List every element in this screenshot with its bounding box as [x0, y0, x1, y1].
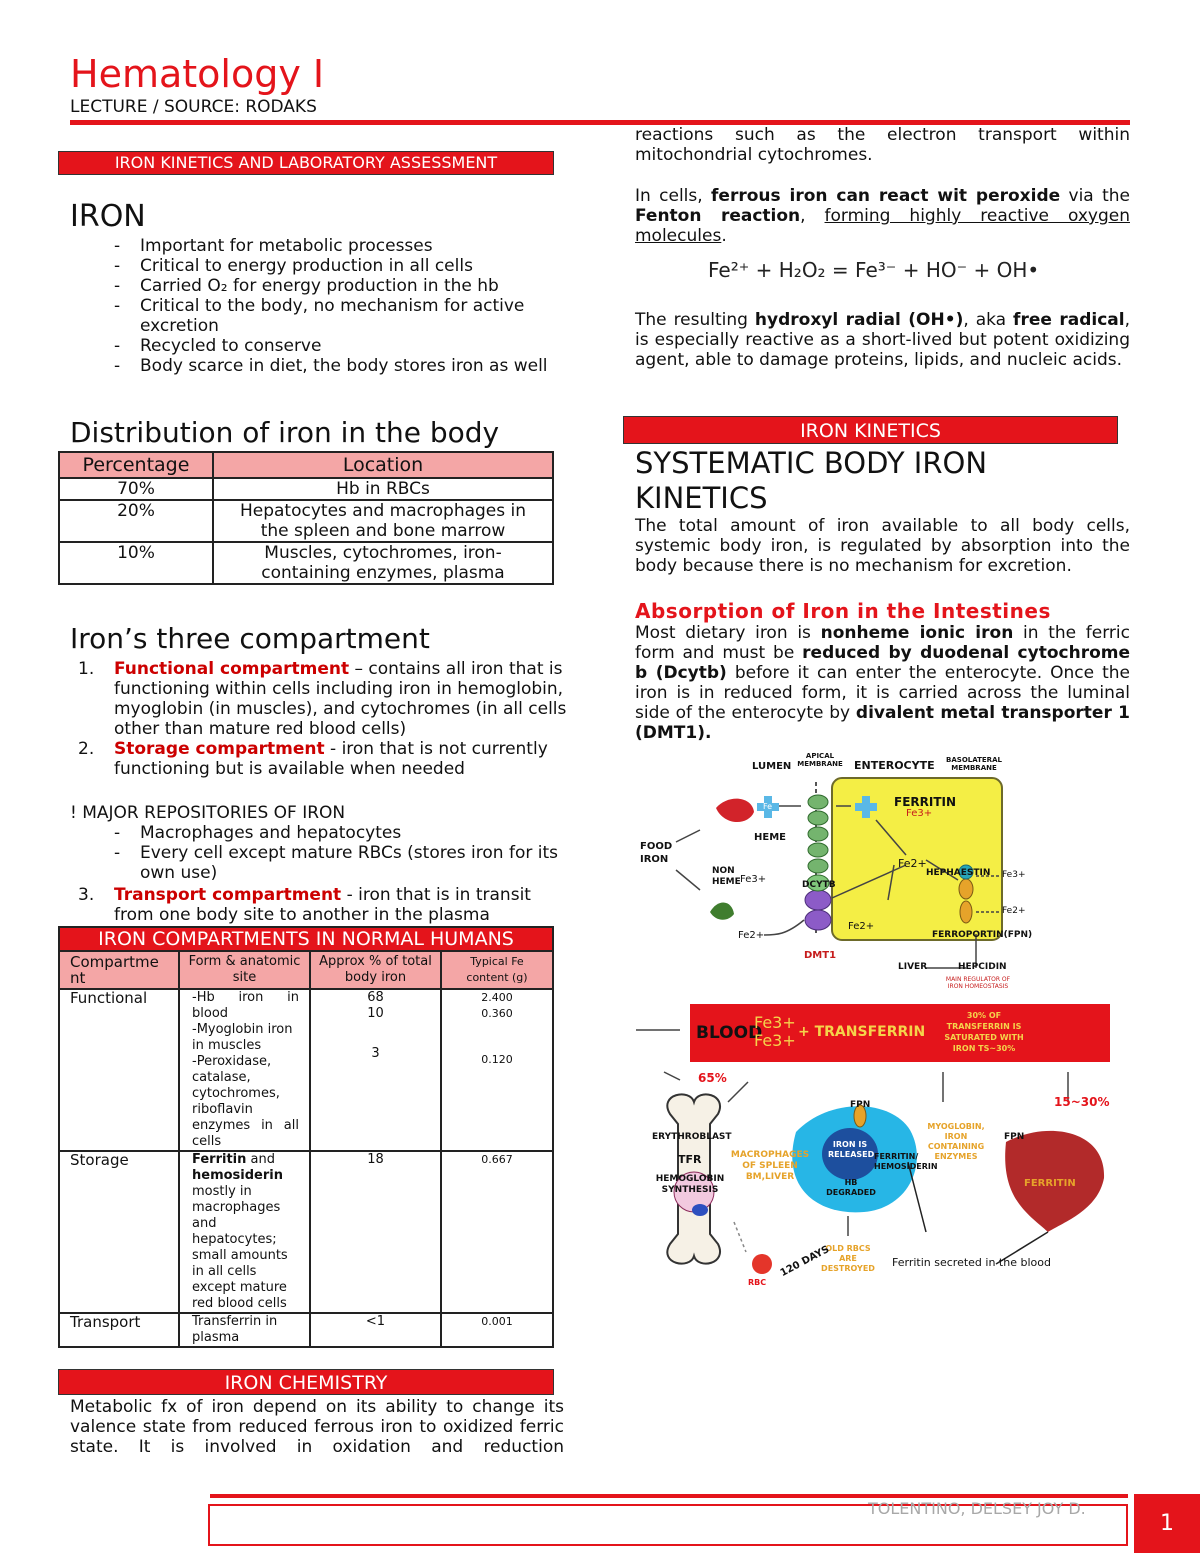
arrow — [764, 920, 804, 935]
label-apical-membrane: APICAL MEMBRANE — [797, 752, 843, 768]
absorption-paragraph — [635, 623, 1130, 743]
pct-value: 68 — [367, 990, 384, 1005]
radical-paragraph — [635, 310, 1130, 370]
systematic-paragraph: The total amount of iron available to all body cells, systemic body iron, is regulated by absorption into the body because there is no mechanism for excretion. — [635, 516, 1130, 576]
table-header: Compartme nt — [59, 951, 179, 989]
fenton-paragraph — [635, 186, 1130, 246]
section-bar-label: IRON KINETICS AND LABORATORY ASSESSMENT — [114, 153, 498, 172]
rbc-icon — [752, 1254, 772, 1274]
label-hb-degraded: HB DEGRADED — [826, 1178, 876, 1197]
compartment-label: Functional compartment — [114, 659, 350, 679]
page-number: 1 — [1160, 1511, 1174, 1536]
table-title-row — [59, 927, 553, 951]
form-bold: Ferritin — [192, 1152, 247, 1167]
table-cell: Transport — [59, 1313, 179, 1347]
bold-text: nonheme ionic iron — [820, 623, 1014, 643]
text: before it can enter the enterocyte. Once the iron is in reduced form, it is carried across the luminal side of the enterocyte by — [635, 663, 1130, 723]
label-fe2-center: Fe2+ — [898, 857, 927, 870]
label-saturated: 30% OF TRANSFERRIN IS SATURATED WITH IRON TS~30% — [944, 1011, 1024, 1053]
list-number: 2. — [78, 739, 95, 759]
iron-heading: IRON — [70, 199, 146, 234]
compartment-text: – contains all iron that is functioning within cells including iron in hemoglobin, myoglobin (in muscles), and cytochromes (in all cells other than mature red blood cells) — [114, 659, 567, 739]
label-hephaestin: HEPHAESTIN — [926, 868, 991, 878]
table-row — [59, 500, 553, 542]
nonheme-leaf-icon — [710, 902, 734, 919]
footer-rule — [210, 1494, 1128, 1498]
repositories-list — [70, 823, 570, 883]
label-ferritin-secreted: Ferritin secreted in the blood — [892, 1256, 1051, 1269]
label-nonheme-fe3: Fe3+ — [740, 874, 767, 885]
table-cell: Hepatocytes and macrophages in the spleen and bone marrow — [213, 500, 553, 542]
table-cell — [310, 989, 441, 1151]
distribution-table — [58, 451, 554, 585]
continued-line: mitochondrial cytochromes. — [635, 145, 873, 165]
table-row — [59, 1313, 553, 1347]
systematic-heading: SYSTEMATIC BODY IRON KINETICS — [635, 446, 988, 515]
table-cell: 0.001 — [441, 1313, 553, 1347]
g-value: 0.120 — [481, 1053, 513, 1066]
label-heme: HEME — [754, 832, 786, 843]
bold-text: reduced by duodenal cytochrome b (Dcytb) — [635, 643, 1131, 683]
table-cell: 0.667 — [441, 1151, 553, 1313]
text: The resulting — [635, 310, 755, 330]
heme-meat-icon — [716, 799, 754, 822]
table-header: Form & anatomic site — [179, 951, 310, 989]
distribution-heading: Distribution of iron in the body — [70, 416, 500, 449]
text: via the — [1060, 186, 1130, 206]
list-item: - Macrophages and hepatocytes — [70, 823, 570, 843]
table-header: Approx % of total body iron — [310, 951, 441, 989]
ferroportin-channel — [960, 901, 972, 923]
form-text: mostly in macrophages and hepatocytes; small amounts in all cells except mature red blood cells — [192, 1184, 288, 1311]
label-rbc: RBC — [748, 1278, 767, 1287]
list-number: 1. — [78, 659, 95, 679]
table-cell: 20% — [59, 500, 213, 542]
pct-value: 3 — [371, 1046, 380, 1061]
compartment-list — [70, 659, 570, 779]
iron-bullet-list — [70, 236, 570, 376]
absorption-heading: Absorption of Iron in the Intestines — [635, 599, 1051, 623]
compartment-label: Storage compartment — [114, 739, 325, 759]
label-enterocyte: ENTEROCYTE — [854, 759, 935, 772]
form-line: -Myoglobin iron in muscles — [192, 1022, 293, 1053]
iron-compartments-table — [58, 926, 554, 1348]
form-line: -Peroxidase, catalase, cytochromes, riboflavin enzymes in all cells — [192, 1054, 299, 1149]
list-item — [70, 885, 570, 925]
repositories-heading: ! MAJOR REPOSITORIES OF IRON — [70, 803, 346, 823]
table-row — [59, 542, 553, 584]
label-hepcidin: HEPCIDIN — [958, 962, 1007, 972]
list-item: - Critical to energy production in all cells — [70, 256, 570, 276]
label-transferrin: + TRANSFERRIN — [798, 1024, 926, 1040]
table-cell: Hb in RBCs — [213, 478, 553, 500]
bold-text: ferrous iron can react wit peroxide — [711, 186, 1061, 206]
arrow — [728, 1082, 748, 1102]
compartment-list-3 — [70, 885, 570, 925]
text: . — [721, 226, 727, 246]
text: , aka — [963, 310, 1014, 330]
pct-value: 10 — [367, 1006, 384, 1021]
text: , is especially reactive as a short-lived but potent oxidizing agent, able to damage proteins, lipids, and nucleic acids. — [635, 310, 1130, 370]
bold-text: divalent metal transporter 1 (DMT1). — [635, 703, 1130, 743]
footer-author: TOLENTINO, DELSEY JOY D. — [868, 1499, 1086, 1518]
section-bar-iron-chemistry — [58, 1369, 554, 1395]
page-subtitle: LECTURE / SOURCE: RODAKS — [70, 97, 317, 117]
ferroportin-channel — [959, 879, 973, 899]
table-cell: 10% — [59, 542, 213, 584]
label-15-30-percent: 15~30% — [1054, 1095, 1110, 1109]
enterocyte-diagram — [636, 750, 1076, 998]
ferritin-cross-v — [862, 796, 870, 818]
label-fe2-out: Fe2+ — [1002, 906, 1026, 916]
table-cell — [441, 989, 553, 1151]
table-cell: 18 — [310, 1151, 441, 1313]
text: In cells, — [635, 186, 712, 206]
dmt1-transporter — [805, 910, 831, 930]
continued-line: reactions such as the electron transport within — [635, 125, 1130, 145]
arrow — [734, 1222, 746, 1252]
label-hb-synthesis: HEMOGLOBIN SYNTHESIS — [655, 1174, 725, 1195]
label-erythroblast: ERYTHROBLAST — [652, 1132, 732, 1142]
table-header-row — [59, 452, 553, 478]
arrow — [676, 830, 700, 842]
label-fe2-dmt1: Fe2+ — [848, 921, 875, 932]
label-fe2-lumen: Fe2+ — [738, 930, 765, 941]
list-item: - Recycled to conserve — [70, 336, 570, 356]
list-number: 3. — [78, 885, 95, 905]
table-header: Percentage — [59, 452, 213, 478]
label-blood-fe3-a: Fe3+ — [754, 1013, 796, 1032]
list-item: - Every cell except mature RBCs (stores iron for its own use) — [70, 843, 570, 883]
bold-text: Fenton reaction — [635, 206, 801, 226]
compartment-text: - iron that is in transit from one body site to another in the plasma — [114, 885, 531, 925]
g-value: 2.400 — [481, 991, 513, 1004]
label-basolateral-membrane: BASOLATERAL MEMBRANE — [946, 756, 1002, 772]
label-fe3-out: Fe3+ — [1002, 870, 1026, 880]
table-row — [59, 989, 553, 1151]
text: Most dietary iron is — [635, 623, 821, 643]
label-fpn-liver: FPN — [1004, 1132, 1025, 1142]
label-myoglobin: MYOGLOBIN, IRON CONTAINING ENZYMES — [927, 1122, 985, 1161]
systemic-diagram — [628, 1002, 1110, 1290]
fenton-equation: Fe²⁺ + H₂O₂ = Fe³⁻ + HO⁻ + OH• — [708, 258, 1040, 282]
label-ferritin-liver: FERRITIN — [1024, 1178, 1076, 1189]
section-bar-iron-kinetics-lab — [58, 151, 554, 175]
table-row — [59, 478, 553, 500]
label-liver: LIVER — [898, 962, 928, 972]
section-bar-label: IRON KINETICS — [800, 420, 941, 442]
table-cell: <1 — [310, 1313, 441, 1347]
label-blood-fe3-b: Fe3+ — [754, 1031, 796, 1050]
label-main-regulator: MAIN REGULATOR OF IRON HOMEOSTASIS — [945, 976, 1011, 990]
microvilli — [808, 795, 828, 873]
list-item: - Carried O₂ for energy production in the hb — [70, 276, 570, 296]
list-item — [70, 659, 570, 739]
form-bold: hemosiderin — [192, 1168, 283, 1183]
table-cell: Transferrin in plasma — [179, 1313, 310, 1347]
arrow — [664, 1072, 680, 1080]
dmt1-transporter — [805, 890, 831, 910]
arrow — [908, 1162, 926, 1232]
label-ferritin: FERRITIN — [894, 795, 957, 809]
table-cell: Muscles, cytochromes, iron-containing enzymes, plasma — [213, 542, 553, 584]
erythroblast-nucleus — [692, 1204, 708, 1216]
compartment-text: - iron that is not currently functioning but is available when needed — [114, 739, 548, 779]
label-old-rbcs: OLD RBCS ARE DESTROYED — [821, 1244, 875, 1273]
section-bar-label: IRON CHEMISTRY — [224, 1372, 388, 1394]
label-65-percent: 65% — [698, 1071, 727, 1085]
table-cell — [179, 1151, 310, 1313]
label-iron-released: IRON IS RELEASED — [828, 1140, 875, 1159]
list-item: - Important for metabolic processes — [70, 236, 570, 256]
section-bar-iron-kinetics — [623, 416, 1118, 444]
g-value: 0.360 — [481, 1007, 513, 1020]
underlined-text: forming highly reactive oxygen molecules — [635, 206, 1130, 246]
page-title: Hematology I — [70, 52, 325, 96]
bold-text: free radical — [1013, 310, 1125, 330]
table-cell — [179, 989, 310, 1151]
label-lumen: LUMEN — [752, 761, 792, 772]
text: in the ferric form and must be — [635, 623, 1130, 663]
compartment-heading: Iron’s three compartment — [70, 622, 430, 655]
table-header-row — [59, 951, 553, 989]
table-header: Typical Fe content (g) — [441, 951, 553, 989]
table-cell: 70% — [59, 478, 213, 500]
label-dmt1: DMT1 — [804, 950, 837, 961]
list-item: - Critical to the body, no mechanism for active excretion — [70, 296, 570, 336]
table-header: Location — [213, 452, 553, 478]
bold-text: hydroxyl radial (OH•) — [754, 310, 964, 330]
table-cell: Storage — [59, 1151, 179, 1313]
label-fpn-macrophage: FPN — [850, 1100, 871, 1110]
list-item: - Body scarce in diet, the body stores iron as well — [70, 356, 570, 376]
label-tfr: TFR — [678, 1153, 702, 1166]
label-ferritin-fe3: Fe3+ — [906, 808, 933, 819]
list-item — [70, 739, 570, 779]
table-title: IRON COMPARTMENTS IN NORMAL HUMANS — [59, 927, 553, 951]
table-row — [59, 1151, 553, 1313]
form-text: and — [246, 1152, 275, 1167]
compartment-label: Transport compartment — [114, 885, 342, 905]
text: , — [800, 206, 825, 226]
label-food-iron: FOOD IRON — [640, 841, 673, 865]
label-heme-fe: Fe — [763, 802, 773, 811]
form-line: -Hb iron in blood — [192, 990, 299, 1021]
table-cell: Functional — [59, 989, 179, 1151]
chemistry-paragraph: Metabolic fx of iron depend on its ability to change its valence state from reduced ferrous iron to oxidized ferric state. It is involved in oxidation and reduction — [70, 1397, 564, 1457]
label-ferroportin: FERROPORTIN(FPN) — [932, 930, 1033, 940]
label-120-days: 120 DAYS — [778, 1243, 832, 1280]
label-macrophages: MACROPHAGES OF SPLEEN BM,LIVER — [730, 1150, 810, 1182]
label-dcytb: DCYTB — [802, 880, 836, 890]
label-non-heme: NON HEME — [712, 866, 741, 887]
label-ferritin-hemosiderin: FERRITIN/ HEMOSIDERIN — [874, 1152, 938, 1171]
arrow — [676, 870, 700, 890]
label-blood: BLOOD — [696, 1023, 763, 1043]
